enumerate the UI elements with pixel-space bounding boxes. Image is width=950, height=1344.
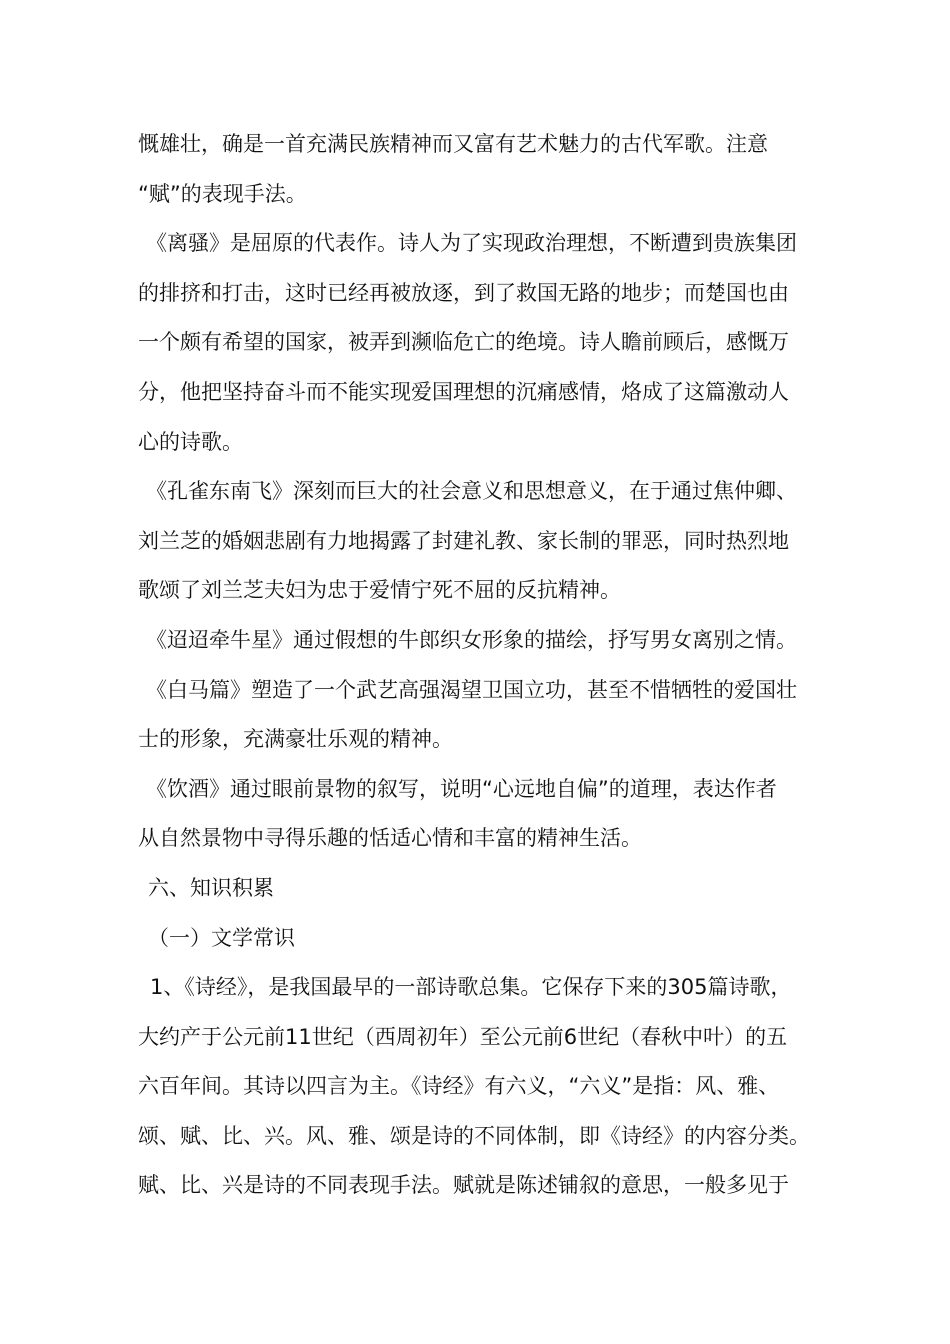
text-line: 《迢迢牵牛星》通过假想的牛郎织女形象的描绘，抒写男女离别之情。	[146, 627, 797, 652]
text-line: 一个颇有希望的国家，被弄到濒临危亡的绝境。诗人瞻前顾后，感慨万	[138, 330, 789, 355]
text-line: 《孔雀东南飞》深刻而巨大的社会意义和思想意义，在于通过焦仲卿、	[146, 479, 797, 504]
subsection-heading: （一）文学常识	[148, 925, 295, 950]
text-line: 从自然景物中寻得乐趣的恬适心情和丰富的精神生活。	[138, 826, 642, 851]
text-line: 慨雄壮，确是一首充满民族精神而又富有艺术魅力的古代军歌。注意	[138, 132, 768, 156]
text-line: 心的诗歌。	[138, 429, 243, 454]
text-line: 歌颂了刘兰芝夫妇为忠于爱情宁死不屈的反抗精神。	[138, 578, 621, 603]
text-line: 刘兰芝的婚姻悲剧有力地揭露了封建礼教、家长制的罪恶，同时热烈地	[138, 528, 789, 553]
section-heading: 六、知识积累	[148, 875, 274, 900]
text-line: “赋”的表现手法。	[138, 181, 307, 206]
text-line: 大约产于公元前11世纪（西周初年）至公元前6世纪（春秋中叶）的五	[138, 1024, 788, 1049]
text-line: 《饮酒》通过眼前景物的叙写，说明“心远地自偏”的道理，表达作者	[146, 776, 777, 801]
text-line: 的排挤和打击，这时已经再被放逐，到了救国无路的地步；而楚国也由	[138, 280, 789, 305]
text-line: 分，他把坚持奋斗而不能实现爱国理想的沉痛感情，烙成了这篇激动人	[138, 379, 789, 404]
text-line: 《白马篇》塑造了一个武艺高强渴望卫国立功，甚至不惜牺牲的爱国壮	[146, 677, 797, 702]
body-text	[138, 120, 818, 1211]
text-line: 赋、比、兴是诗的不同表现手法。赋就是陈述铺叙的意思，一般多见于	[138, 1173, 789, 1198]
text-line: 士的形象，充满豪壮乐观的精神。	[138, 727, 453, 752]
text-line: 颂、赋、比、兴。风、雅、颂是诗的不同体制，即《诗经》的内容分类。	[138, 1123, 810, 1148]
text-line: 《离骚》是屈原的代表作。诗人为了实现政治理想，不断遭到贵族集团	[146, 231, 797, 256]
text-line: 六百年间。其诗以四言为主。《诗经》有六义，“六义”是指：风、雅、	[138, 1074, 780, 1099]
text-line: 1、《诗经》，是我国最早的一部诗歌总集。它保存下来的305篇诗歌，	[150, 975, 792, 1000]
